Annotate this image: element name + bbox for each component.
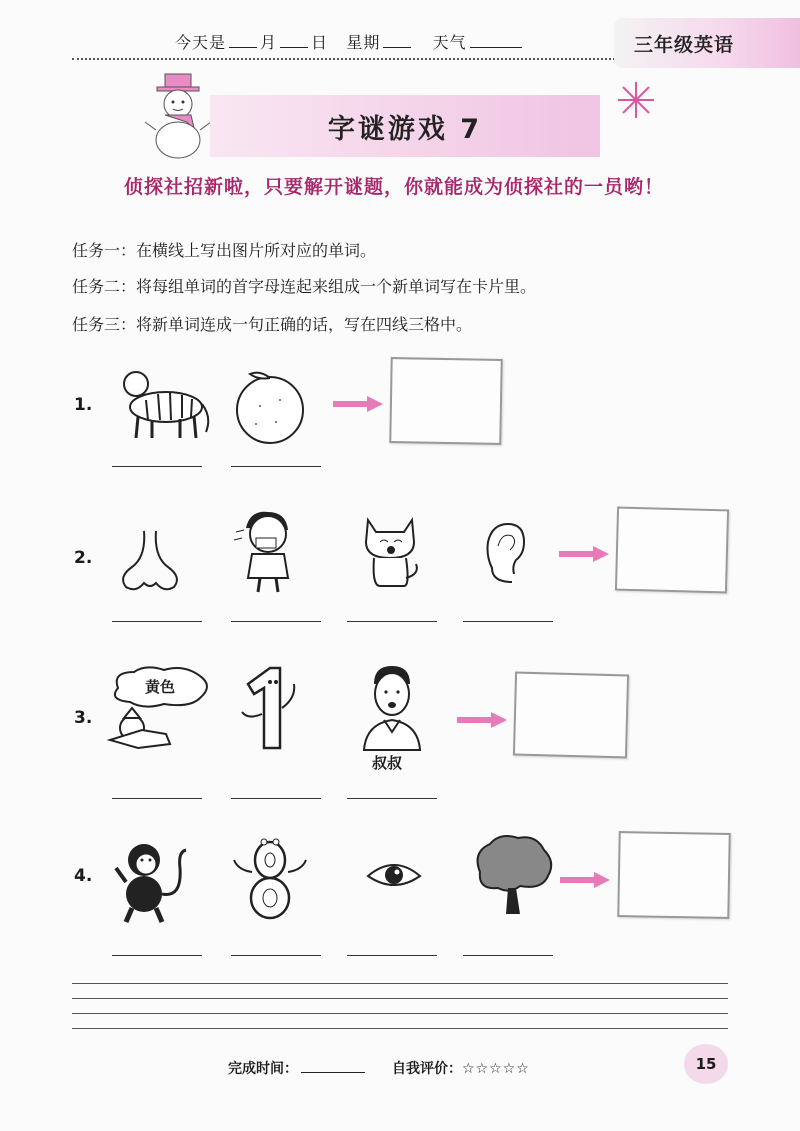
- number-eight-picture: [228, 832, 312, 924]
- answer-line[interactable]: [112, 955, 202, 956]
- time-label: 完成时间：: [228, 1061, 298, 1077]
- item-number: 1.: [74, 395, 93, 415]
- completion-time: [228, 1058, 368, 1078]
- eval-label: 自我评价：: [392, 1061, 462, 1077]
- sneezing-boy-picture: [232, 508, 304, 594]
- monkey-picture: [110, 838, 190, 926]
- ear-picture: [482, 520, 528, 586]
- answer-line[interactable]: [463, 621, 553, 622]
- answer-card[interactable]: [615, 507, 729, 594]
- answer-line[interactable]: [112, 466, 202, 467]
- grid-line: [72, 998, 728, 999]
- cloud-label: 黄色: [145, 678, 176, 696]
- grid-line: [72, 1013, 728, 1014]
- page-number: 15: [684, 1044, 728, 1084]
- answer-line[interactable]: [231, 466, 321, 467]
- star-rating[interactable]: ☆☆☆☆☆: [462, 1061, 530, 1077]
- number-one-picture: [234, 662, 304, 754]
- week-blank[interactable]: [383, 33, 411, 48]
- answer-line[interactable]: [231, 621, 321, 622]
- answer-card[interactable]: [389, 357, 502, 445]
- tree-picture: [470, 832, 556, 916]
- nose-picture: [110, 527, 190, 593]
- answer-card[interactable]: [617, 831, 730, 919]
- eye-picture: [366, 860, 422, 890]
- answer-line[interactable]: [112, 798, 202, 799]
- answer-line[interactable]: [347, 955, 437, 956]
- snowman-icon: [143, 70, 213, 162]
- arrow-icon: [333, 396, 383, 412]
- uncle-label: 叔叔: [372, 754, 403, 772]
- snowflake-icon: [616, 80, 656, 120]
- arrow-icon: [457, 712, 507, 728]
- task-one: 任务一：在横线上写出图片所对应的单词。: [72, 241, 377, 260]
- page-title: 字谜游戏 7: [327, 114, 483, 145]
- grid-line: [72, 983, 728, 984]
- orange-picture: [230, 366, 310, 446]
- item-number: 4.: [74, 866, 93, 886]
- answer-line[interactable]: [347, 621, 437, 622]
- date-prefix: 今天是: [175, 33, 227, 52]
- answer-card[interactable]: [513, 672, 629, 759]
- day-label: 日: [311, 33, 329, 52]
- answer-line[interactable]: [463, 955, 553, 956]
- weather-blank[interactable]: [470, 33, 522, 48]
- answer-line[interactable]: [112, 621, 202, 622]
- arrow-icon: [559, 546, 609, 562]
- arrow-icon: [560, 872, 610, 888]
- month-label: 月: [260, 33, 278, 52]
- answer-line[interactable]: [231, 798, 321, 799]
- cat-picture: [360, 512, 424, 588]
- self-evaluation: [392, 1058, 530, 1078]
- grid-line: [72, 1028, 728, 1029]
- weather-label: 天气: [432, 33, 467, 52]
- day-blank[interactable]: [280, 33, 308, 48]
- subtitle: 侦探社招新啦，只要解开谜题，你就能成为侦探社的一员哟！: [124, 176, 665, 198]
- grade-label: 三年级英语: [634, 34, 735, 56]
- month-blank[interactable]: [229, 33, 257, 48]
- answer-line[interactable]: [347, 798, 437, 799]
- task-three: 任务三：将新单词连成一句正确的话，写在四线三格中。: [72, 315, 473, 334]
- time-blank[interactable]: [301, 1058, 365, 1073]
- item-number: 2.: [74, 548, 93, 568]
- answer-line[interactable]: [231, 955, 321, 956]
- tiger-picture: [116, 362, 212, 442]
- item-number: 3.: [74, 708, 93, 728]
- uncle-picture: [360, 660, 424, 752]
- date-weather-line: [175, 30, 525, 53]
- week-label: 星期: [346, 33, 381, 52]
- task-two: 任务二：将每组单词的首字母连起来组成一个新单词写在卡片里。: [72, 277, 537, 296]
- header-divider: [72, 58, 627, 60]
